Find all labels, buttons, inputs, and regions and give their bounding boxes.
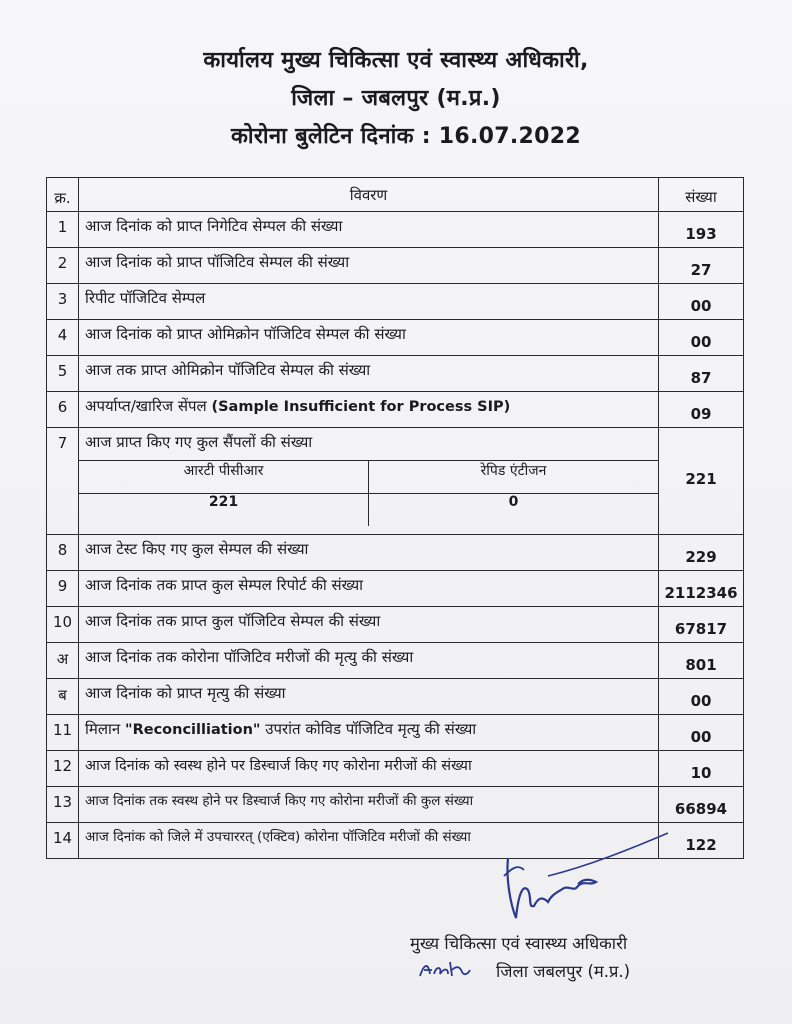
row-count: 10: [659, 751, 744, 787]
row-description: [79, 392, 659, 428]
row-description: आज दिनांक को प्राप्त निगेटिव सेम्पल की संख्या: [79, 212, 659, 248]
row-count: 09: [659, 392, 744, 428]
table-row: [47, 428, 744, 535]
table-row: [47, 715, 744, 751]
bulletin-table: [46, 177, 744, 859]
row-serial: 6: [47, 392, 79, 428]
row-serial: 8: [47, 535, 79, 571]
table-row: [47, 320, 744, 356]
table-row: [47, 392, 744, 428]
table-header-row: [47, 178, 744, 212]
row-count: 66894: [659, 787, 744, 823]
header-description: विवरण: [79, 178, 659, 212]
row-description: आज दिनांक तक कोरोना पॉजिटिव मरीजों की मृत्यु की संख्या: [79, 643, 659, 679]
row-serial: 3: [47, 284, 79, 320]
table-row: [47, 679, 744, 715]
row-description: आज दिनांक तक प्राप्त कुल सेम्पल रिपोर्ट की संख्या: [79, 571, 659, 607]
table-row: [47, 212, 744, 248]
subvalue-rapid-antigen: 0: [369, 494, 659, 527]
row-description: आज दिनांक को स्वस्थ होने पर डिस्चार्ज किए गए कोरोना मरीजों की संख्या: [79, 751, 659, 787]
row-serial: 12: [47, 751, 79, 787]
signatory-title: मुख्य चिकित्सा एवं स्वास्थ्य अधिकारी: [410, 934, 628, 953]
sample-type-subtable: [79, 460, 658, 526]
signatory-district: जिला जबलपुर (म.प्र.): [496, 962, 631, 981]
row-count: 00: [659, 679, 744, 715]
row-count: 229: [659, 535, 744, 571]
table-row: [47, 356, 744, 392]
row-serial: 14: [47, 823, 79, 859]
signatory-block: [410, 930, 630, 986]
row-description: आज दिनांक तक स्वस्थ होने पर डिस्चार्ज किए गए कोरोना मरीजों की कुल संख्या: [79, 787, 659, 823]
row-description-text: आज प्राप्त किए गए कुल सैंपलों की संख्या: [85, 433, 313, 451]
row-description: आज दिनांक को प्राप्त ओमिक्रोन पॉजिटिव सेम्पल की संख्या: [79, 320, 659, 356]
row-count: 00: [659, 284, 744, 320]
row-description-post: उपरांत कोविड पॉजिटिव मृत्यु की संख्या: [265, 720, 477, 738]
header-count: संख्या: [659, 178, 744, 212]
row-serial: 1: [47, 212, 79, 248]
row-serial: 11: [47, 715, 79, 751]
table-row: [47, 751, 744, 787]
row-count: 193: [659, 212, 744, 248]
table-row: [47, 643, 744, 679]
header-serial: क्र.: [47, 178, 79, 212]
row-serial: 10: [47, 607, 79, 643]
row-count: 221: [659, 428, 744, 535]
district-title: जिला – जबलपुर (म.प्र.): [291, 86, 501, 111]
row-description: [79, 715, 659, 751]
row-description: आज दिनांक को प्राप्त मृत्यु की संख्या: [79, 679, 659, 715]
row-serial: 9: [47, 571, 79, 607]
row-description: आज तक प्राप्त ओमिक्रोन पॉजिटिव सेम्पल की संख्या: [79, 356, 659, 392]
table-row: [47, 248, 744, 284]
subheader-rt-pcr: आरटी पीसीआर: [79, 461, 369, 494]
row-description-pre: मिलान: [85, 720, 121, 738]
document-header: [0, 42, 792, 156]
row-description: आज टेस्ट किए गए कुल सेम्पल की संख्या: [79, 535, 659, 571]
row-serial: 4: [47, 320, 79, 356]
row-description-latin: (Sample Insufficient for Process SIP): [211, 399, 511, 415]
row-serial: 5: [47, 356, 79, 392]
row-description: [79, 428, 659, 535]
row-serial: ब: [47, 679, 79, 715]
row-description: आज दिनांक को जिले में उपचाररत् (एक्टिव) कोरोना पॉजिटिव मरीजों की संख्या: [79, 823, 659, 859]
row-description-text: अपर्याप्त/खारिज सेंपल: [85, 397, 207, 415]
table-row: [47, 284, 744, 320]
row-serial: 13: [47, 787, 79, 823]
row-count: 27: [659, 248, 744, 284]
row-count: 2112346: [659, 571, 744, 607]
row-count: 00: [659, 715, 744, 751]
row-count: 801: [659, 643, 744, 679]
row-serial: 2: [47, 248, 79, 284]
table-row: [47, 607, 744, 643]
row-count: 00: [659, 320, 744, 356]
row-serial: अ: [47, 643, 79, 679]
table-row: [47, 787, 744, 823]
bulletin-date-title: कोरोना बुलेटिन दिनांक : 16.07.2022: [231, 124, 581, 149]
table-row: [47, 571, 744, 607]
row-count: 87: [659, 356, 744, 392]
subheader-rapid-antigen: रेपिड एंटीजन: [369, 461, 659, 494]
row-count: 67817: [659, 607, 744, 643]
row-description: आज दिनांक को प्राप्त पॉजिटिव सेम्पल की संख्या: [79, 248, 659, 284]
row-count: 122: [659, 823, 744, 859]
table-row: [47, 535, 744, 571]
row-description-latin: "Reconcilliation": [125, 722, 261, 738]
row-description: रिपीट पॉजिटिव सेम्पल: [79, 284, 659, 320]
row-description: आज दिनांक तक प्राप्त कुल पॉजिटिव सेम्पल की संख्या: [79, 607, 659, 643]
row-serial: 7: [47, 428, 79, 535]
subvalue-rt-pcr: 221: [79, 494, 369, 527]
signature-icon: [478, 828, 678, 928]
office-title: कार्यालय मुख्य चिकित्सा एवं स्वास्थ्य अधिकारी,: [203, 48, 589, 73]
